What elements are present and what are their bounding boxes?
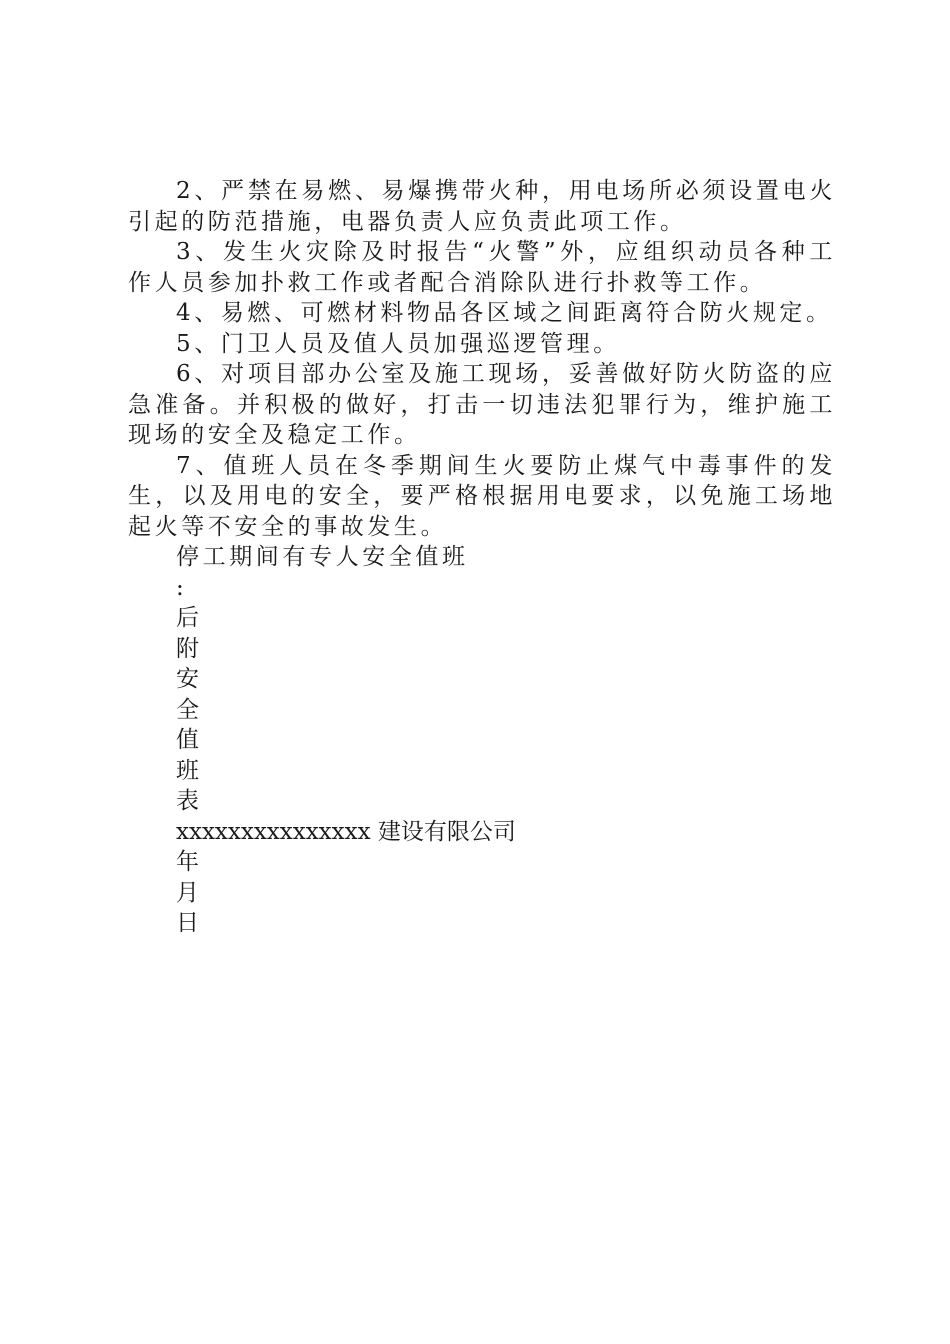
attachment-char: 全: [176, 696, 203, 723]
attachment-char: 值: [176, 727, 203, 753]
paragraph-item-4: 4、易燃、可燃材料物品各区域之间距离符合防火规定。: [176, 300, 833, 326]
paragraph-item-5: 5、门卫人员及值人员加强巡逻管理。: [176, 330, 620, 357]
attachment-char: 附: [176, 635, 203, 662]
paragraph-item-7: 7、值班人员在冬季期间生火要防止煤气中毒事件的发生，以及用电的安全，要严格根据用电要求，以免施工场地起火等不安全的事故发生。: [128, 452, 836, 540]
date-char: 月: [176, 879, 203, 906]
duty-note: 停工期间有专人安全值班: [176, 544, 469, 570]
company-name: xxxxxxxxxxxxxxx 建设有限公司: [176, 818, 516, 845]
attachment-char: 安: [176, 666, 203, 692]
date-char: 年: [176, 849, 203, 875]
attachment-char: 后: [176, 605, 203, 631]
date-char: 日: [176, 910, 203, 936]
attachment-char: 表: [176, 788, 203, 814]
document-body: [128, 176, 836, 939]
colon-line: :: [176, 574, 188, 601]
paragraph-item-3: 3、发生火灾除及时报告“火警”外，应组织动员各种工作人员参加扑救工作或者配合消除队进行扑救等工作。: [128, 239, 836, 296]
paragraph-item-6: 6、对项目部办公室及施工现场，妥善做好防火防盗的应急准备。并积极的做好，打击一切违法犯罪行为，维护施工现场的安全及稳定工作。: [128, 361, 836, 448]
paragraph-item-2: 2、严禁在易燃、易爆携带火种，用电场所必须设置电火引起的防范措施，电器负责人应负责此项工作。: [128, 178, 836, 235]
attachment-char: 班: [176, 757, 203, 784]
